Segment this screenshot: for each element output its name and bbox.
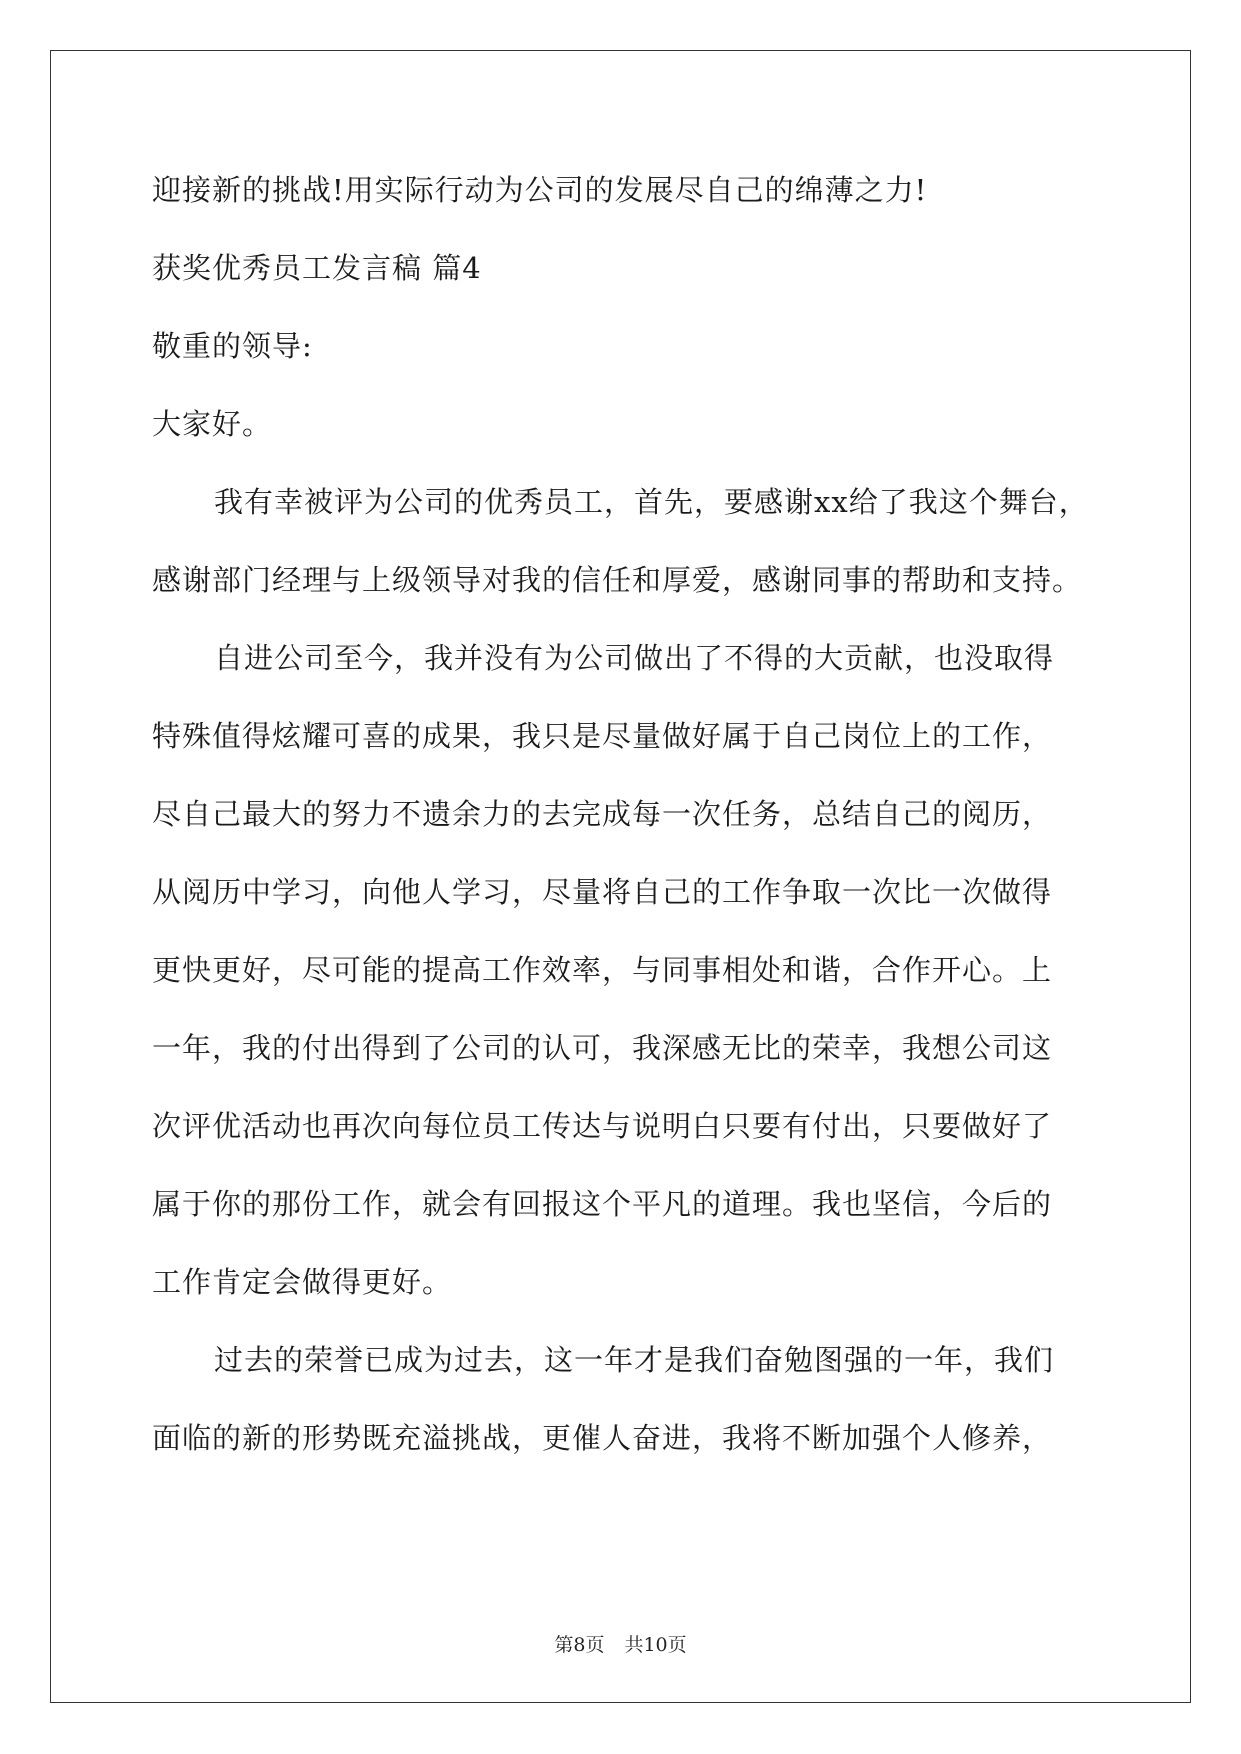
greeting: 大家好。: [152, 407, 273, 441]
salutation: 敬重的领导:: [152, 329, 313, 363]
paragraph-2-line-7: 次评优活动也再次向每位员工传达与说明白只要有付出，只要做好了: [152, 1109, 1053, 1143]
page-number-total: 共10页: [624, 1634, 687, 1656]
text-line-closing: 迎接新的挑战!用实际行动为公司的发展尽自己的绵薄之力!: [152, 173, 928, 207]
paragraph-2-line-6: 一年，我的付出得到了公司的认可，我深感无比的荣幸，我想公司这: [152, 1031, 1053, 1065]
paragraph-1-line-1: 我有幸被评为公司的优秀员工，首先，要感谢xx给了我这个舞台，: [214, 485, 1089, 519]
paragraph-3-line-2: 面临的新的形势既充溢挑战，更催人奋进，我将不断加强个人修养，: [152, 1421, 1053, 1455]
section-heading: 获奖优秀员工发言稿 篇4: [152, 251, 482, 285]
paragraph-3-line-1: 过去的荣誉已成为过去，这一年才是我们奋勉图强的一年，我们: [214, 1343, 1055, 1377]
paragraph-2-line-2: 特殊值得炫耀可喜的成果，我只是尽量做好属于自己岗位上的工作，: [152, 719, 1053, 753]
paragraph-2-line-3: 尽自己最大的努力不遗余力的去完成每一次任务，总结自己的阅历，: [152, 797, 1053, 831]
paragraph-2-line-5: 更快更好，尽可能的提高工作效率，与同事相处和谐，合作开心。上: [152, 953, 1053, 987]
page-number-current: 第8页: [554, 1634, 605, 1656]
paragraph-2-line-4: 从阅历中学习，向他人学习，尽量将自己的工作争取一次比一次做得: [152, 875, 1053, 909]
paragraph-2-line-1: 自进公司至今，我并没有为公司做出了不得的大贡献，也没取得: [214, 641, 1055, 675]
page-footer: [0, 1632, 1241, 1658]
paragraph-2-line-9: 工作肯定会做得更好。: [152, 1265, 453, 1299]
paragraph-2-line-8: 属于你的那份工作，就会有回报这个平凡的道理。我也坚信，今后的: [152, 1187, 1053, 1221]
paragraph-1-line-2: 感谢部门经理与上级领导对我的信任和厚爱，感谢同事的帮助和支持。: [152, 563, 1083, 597]
